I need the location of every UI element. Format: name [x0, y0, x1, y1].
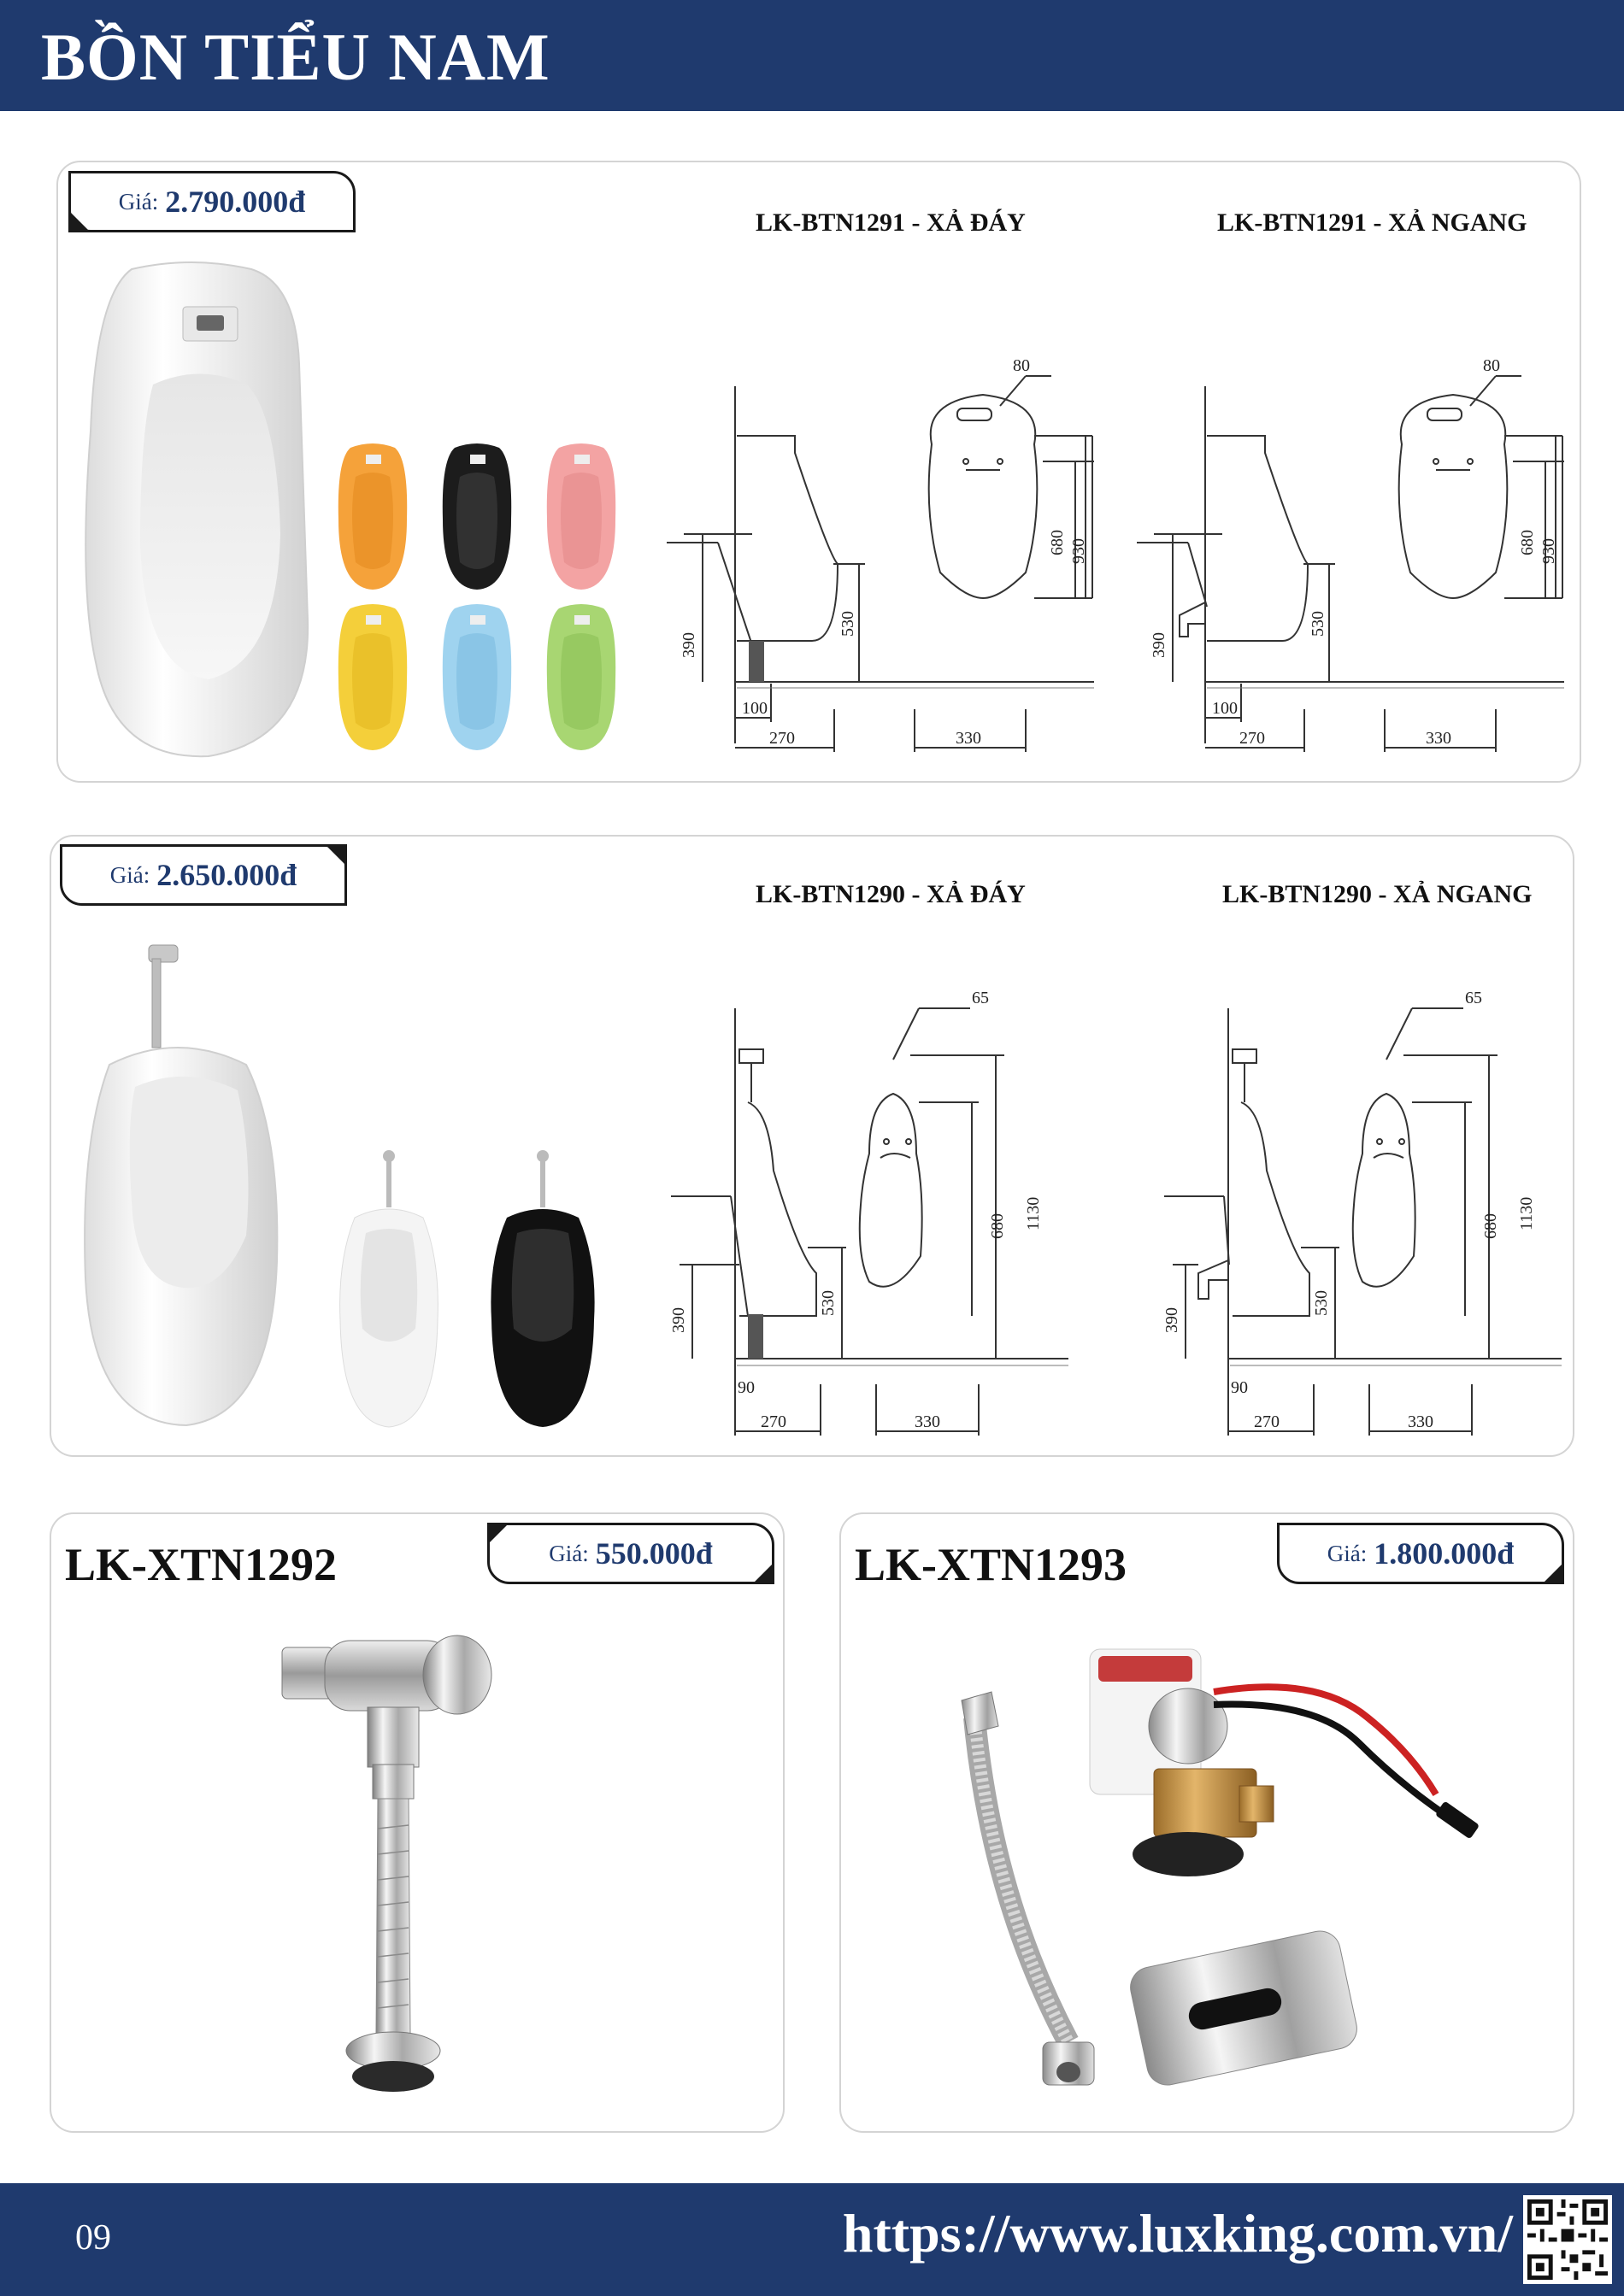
- page-footer: [0, 2183, 1624, 2296]
- svg-text:270: 270: [1239, 729, 1265, 748]
- price-tag: [487, 1523, 774, 1584]
- price-label: Giá:: [1327, 1540, 1368, 1566]
- dim-h1: 680: [1048, 530, 1067, 555]
- svg-text:530: 530: [1309, 611, 1327, 637]
- diagram-title: LK-BTN1290 - XẢ NGANG: [1222, 880, 1533, 908]
- svg-text:330: 330: [1426, 729, 1451, 748]
- price-label: Giá:: [109, 861, 150, 888]
- svg-text:390: 390: [1150, 632, 1168, 658]
- price-label: Giá:: [118, 188, 159, 214]
- svg-text:930: 930: [1539, 538, 1558, 564]
- sensor-kit-image: [957, 1641, 1513, 2119]
- svg-text:680: 680: [1481, 1213, 1500, 1239]
- price-value: 550.000đ: [595, 1536, 713, 1571]
- svg-text:680: 680: [988, 1213, 1007, 1239]
- urinal-color-green: [544, 603, 619, 754]
- svg-text:530: 530: [819, 1290, 838, 1316]
- diagram-title: LK-BTN1291 - XẢ ĐÁY: [756, 208, 1026, 237]
- urinal-color-pink: [544, 443, 619, 593]
- svg-text:270: 270: [761, 1412, 786, 1431]
- dim-depth: 270: [769, 729, 795, 748]
- svg-text:80: 80: [1483, 356, 1500, 375]
- svg-text:390: 390: [669, 1307, 688, 1333]
- svg-text:530: 530: [1312, 1290, 1331, 1316]
- svg-text:1130: 1130: [1024, 1196, 1043, 1230]
- svg-text:1130: 1130: [1517, 1196, 1536, 1230]
- page-header: [0, 0, 1624, 111]
- svg-text:330: 330: [915, 1412, 940, 1431]
- qr-code-icon[interactable]: [1523, 2195, 1612, 2284]
- price-tag: [68, 171, 356, 232]
- svg-text:100: 100: [1212, 699, 1238, 718]
- price-label: Giá:: [549, 1540, 589, 1566]
- dim-offset: 100: [742, 699, 768, 718]
- urinal-product-image: [75, 937, 289, 1432]
- urinal-color-blue: [439, 603, 515, 754]
- dim-top: 80: [1013, 356, 1030, 375]
- diagram-title: LK-BTN1291 - XẢ NGANG: [1217, 208, 1527, 237]
- price-tag: [1277, 1523, 1564, 1584]
- urinal-color-yellow: [335, 603, 410, 754]
- dim-inlet: 390: [680, 632, 698, 658]
- svg-text:65: 65: [1465, 989, 1482, 1007]
- technical-diagram-side-outlet: [1156, 974, 1566, 1440]
- urinal-color-orange: [335, 443, 410, 593]
- price-value: 2.650.000đ: [156, 858, 297, 892]
- page-number: 09: [75, 2218, 111, 2258]
- technical-diagram-bottom-outlet: [667, 342, 1111, 760]
- urinal-color-black: [439, 443, 515, 593]
- svg-text:270: 270: [1254, 1412, 1280, 1431]
- urinal-variant-black: [483, 1149, 603, 1431]
- website-link[interactable]: https://www.luxking.com.vn/: [842, 2203, 1513, 2264]
- diagram-title: LK-BTN1290 - XẢ ĐÁY: [756, 880, 1026, 908]
- price-value: 1.800.000đ: [1374, 1536, 1515, 1571]
- product-name: LK-XTN1293: [855, 1539, 1127, 1590]
- price-tag: [60, 844, 347, 906]
- svg-text:90: 90: [1231, 1378, 1248, 1397]
- technical-diagram-side-outlet: [1137, 342, 1581, 760]
- svg-text:330: 330: [1408, 1412, 1433, 1431]
- svg-text:65: 65: [972, 989, 989, 1007]
- dim-h2: 930: [1069, 538, 1088, 564]
- price-value: 2.790.000đ: [165, 185, 306, 219]
- flush-valve-image: [274, 1632, 521, 2128]
- dim-width: 330: [956, 729, 981, 748]
- svg-text:90: 90: [738, 1378, 755, 1397]
- urinal-product-image: [72, 261, 320, 773]
- page-title: BỒN TIỂU NAM: [41, 20, 550, 94]
- dim-side: 530: [838, 611, 857, 637]
- product-name: LK-XTN1292: [65, 1539, 338, 1590]
- technical-diagram-bottom-outlet: [662, 974, 1073, 1440]
- svg-text:680: 680: [1518, 530, 1537, 555]
- urinal-variant-white: [333, 1149, 444, 1431]
- svg-text:390: 390: [1162, 1307, 1181, 1333]
